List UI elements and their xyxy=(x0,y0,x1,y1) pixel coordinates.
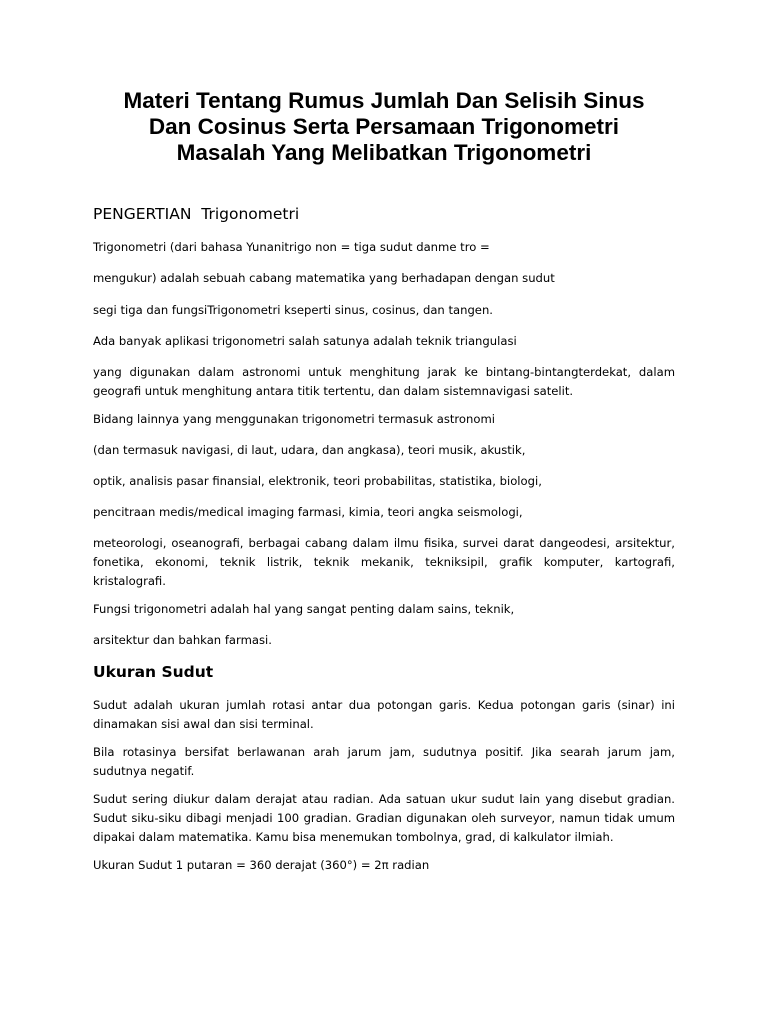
title-line-3: Masalah Yang Melibatkan Trigonometri xyxy=(176,140,592,165)
paragraph: Trigonometri (dari bahasa Yunanitrigo non = tiga sudut danme tro = xyxy=(93,240,490,254)
paragraph: Bila rotasinya bersifat berlawanan arah jarum jam, sudutnya positif. Jika searah jarum jam, sudutnya negatif. xyxy=(93,745,675,778)
paragraph: meteorologi, oseanografi, berbagai cabang dalam ilmu fisika, survei darat dangeodesi, arsitektur, fonetika, ekonomi, teknik listrik, teknik mekanik, tekniksipil, grafik komputer, kartografi, kristalografi. xyxy=(93,536,675,588)
section-heading-pengertian: PENGERTIAN Trigonometri xyxy=(93,205,300,223)
paragraph: Fungsi trigonometri adalah hal yang sangat penting dalam sains, teknik, xyxy=(93,602,515,616)
paragraph: Sudut sering diukur dalam derajat atau radian. Ada satuan ukur sudut lain yang disebut gradian. Sudut siku-siku dibagi menjadi 100 gradian. Gradian digunakan oleh surveyor, namun tidak umum dipakai dalam matematika. Kamu bisa menemukan tombolnya, grad, di kalkulator ilmiah. xyxy=(93,792,675,844)
paragraph: yang digunakan dalam astronomi untuk menghitung jarak ke bintang-bintangterdekat, dalam geografi untuk menghitung antara titik tertentu, dan dalam sistemnavigasi satelit. xyxy=(93,365,675,398)
paragraph: (dan termasuk navigasi, di laut, udara, dan angkasa), teori musik, akustik, xyxy=(93,443,526,457)
paragraph: mengukur) adalah sebuah cabang matematika yang berhadapan dengan sudut xyxy=(93,271,555,285)
paragraph: Bidang lainnya yang menggunakan trigonometri termasuk astronomi xyxy=(93,412,495,426)
paragraph: optik, analisis pasar finansial, elektronik, teori probabilitas, statistika, biologi, xyxy=(93,474,542,488)
paragraph: segi tiga dan fungsiTrigonometri kseperti sinus, cosinus, dan tangen. xyxy=(93,303,493,317)
document-body xyxy=(93,204,675,875)
title-line-1: Materi Tentang Rumus Jumlah Dan Selisih Sinus xyxy=(123,88,645,113)
paragraph: Ada banyak aplikasi trigonometri salah satunya adalah teknik triangulasi xyxy=(93,334,517,348)
paragraph: Ukuran Sudut 1 putaran = 360 derajat (360°) = 2π radian xyxy=(93,858,430,872)
title-line-2: Dan Cosinus Serta Persamaan Trigonometri xyxy=(148,114,620,139)
paragraph: Sudut adalah ukuran jumlah rotasi antar dua potongan garis. Kedua potongan garis (sinar) ini dinamakan sisi awal dan sisi terminal. xyxy=(93,698,675,731)
section-heading-ukuran-sudut: Ukuran Sudut xyxy=(93,663,214,681)
paragraph: arsitektur dan bahkan farmasi. xyxy=(93,633,272,647)
paragraph: pencitraan medis/medical imaging farmasi, kimia, teori angka seismologi, xyxy=(93,505,523,519)
document-title xyxy=(0,88,768,166)
